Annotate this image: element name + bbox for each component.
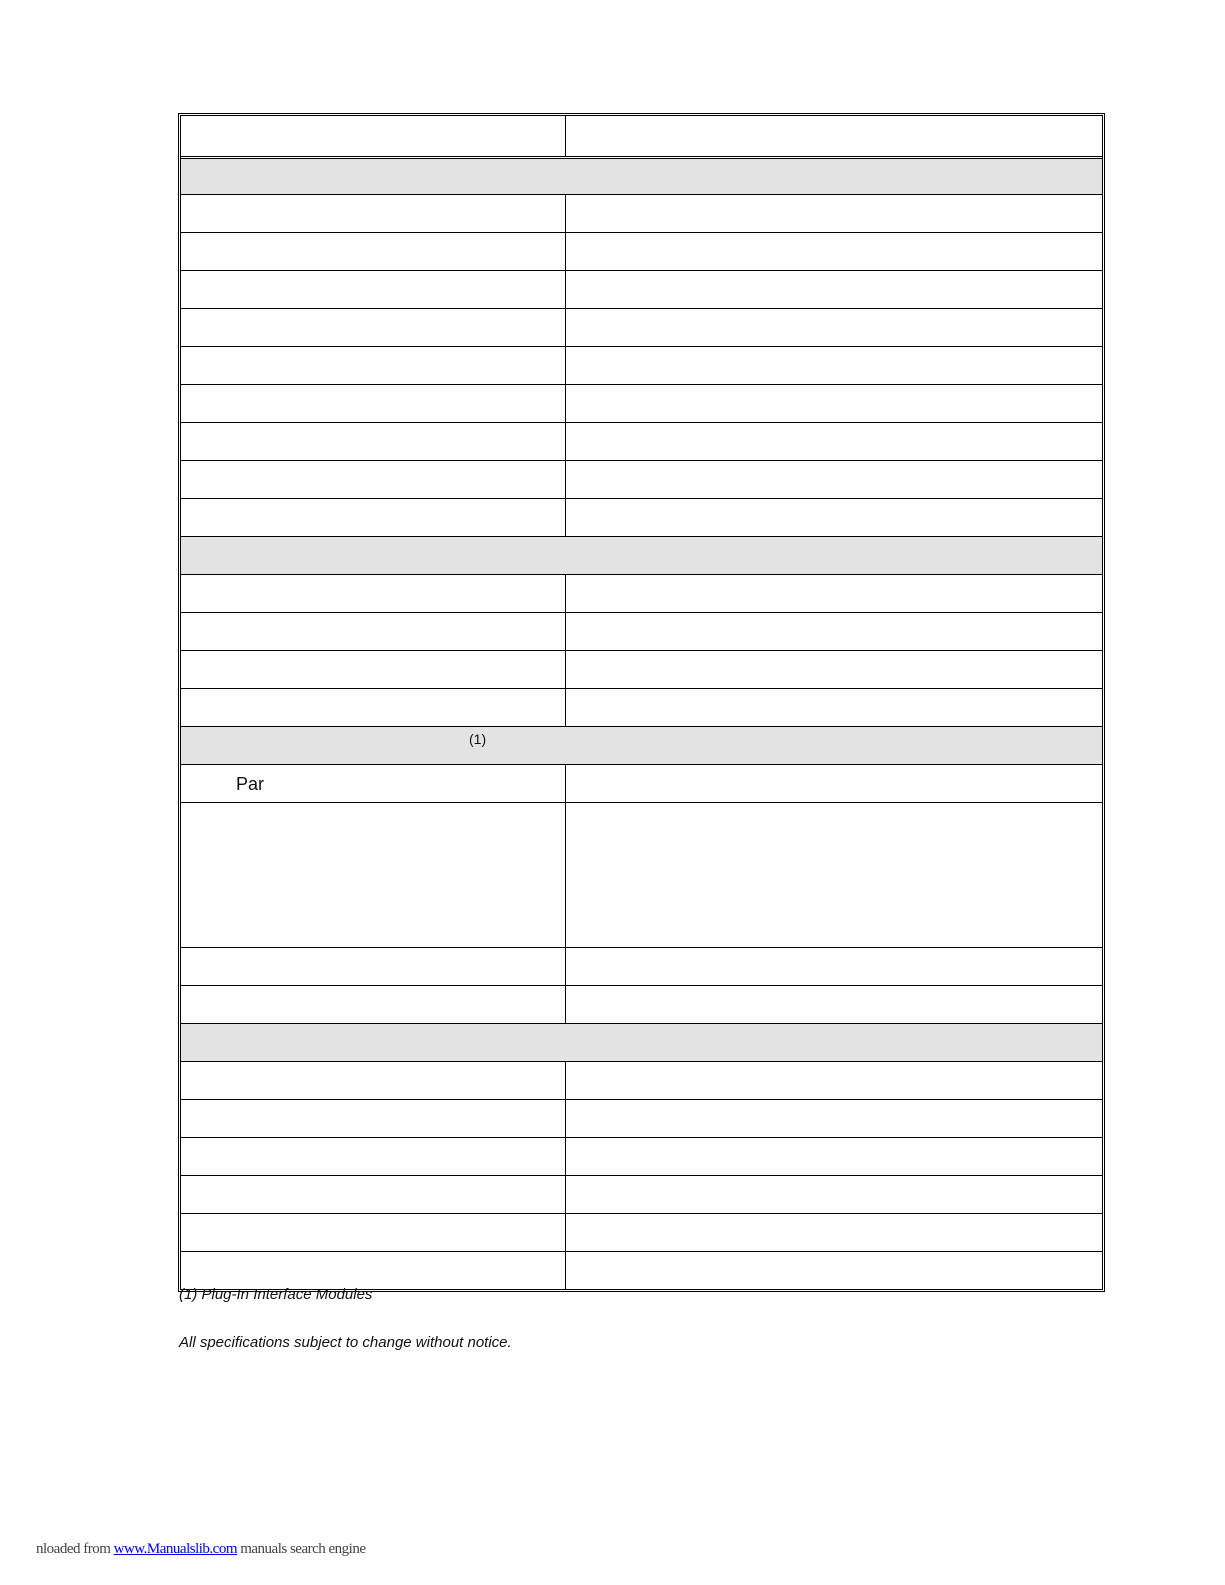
spec-label [181, 385, 566, 422]
table-row [181, 1251, 1102, 1289]
table-footnote: (1) Plug-In Interface Modules [179, 1286, 373, 1303]
spec-label [181, 1062, 566, 1099]
table-row [181, 232, 1102, 270]
spec-label [181, 347, 566, 384]
section-heading [181, 1024, 1102, 1061]
spec-value [566, 1138, 1102, 1175]
table-row [181, 1061, 1102, 1099]
table-row [181, 384, 1102, 422]
footnote-marker: (1) [469, 731, 487, 747]
spec-value [566, 385, 1102, 422]
spec-value [566, 803, 1102, 947]
spec-value [566, 195, 1102, 232]
partial-label: Par [236, 774, 265, 794]
table-row [181, 947, 1102, 985]
spec-value [566, 271, 1102, 308]
spec-value [566, 689, 1102, 726]
spec-value [566, 1062, 1102, 1099]
spec-label [181, 613, 566, 650]
spec-value [566, 499, 1102, 536]
spec-label [181, 309, 566, 346]
spec-value [566, 309, 1102, 346]
spec-value [566, 1252, 1102, 1289]
section-row [181, 536, 1102, 574]
section-row [181, 156, 1102, 194]
specifications-table [178, 113, 1105, 1292]
manualslib-link[interactable]: www.Manualslib.com [113, 1541, 237, 1557]
watermark-prefix: nloaded from [36, 1541, 114, 1557]
table-row [181, 764, 1102, 802]
spec-label [181, 461, 566, 498]
table-row [181, 650, 1102, 688]
download-watermark [36, 1541, 366, 1558]
table-header-row [181, 116, 1102, 156]
table-row [181, 1213, 1102, 1251]
spec-value [566, 651, 1102, 688]
table-row [181, 460, 1102, 498]
table-row [181, 612, 1102, 650]
spec-label [181, 765, 566, 802]
spec-label [181, 1176, 566, 1213]
spec-value [566, 986, 1102, 1023]
spec-value [566, 1214, 1102, 1251]
spec-value [566, 575, 1102, 612]
spec-label [181, 575, 566, 612]
table-row [181, 346, 1102, 384]
table-row [181, 688, 1102, 726]
specifications-notice: All specifications subject to change without notice. [179, 1334, 512, 1351]
section-heading [181, 537, 1102, 574]
spec-label [181, 1100, 566, 1137]
table-row [181, 574, 1102, 612]
spec-label [181, 423, 566, 460]
spec-value [566, 423, 1102, 460]
section-row [181, 1023, 1102, 1061]
spec-value [566, 1176, 1102, 1213]
table-row [181, 422, 1102, 460]
spec-value [566, 765, 1102, 802]
table-row [181, 308, 1102, 346]
section-heading [181, 727, 1102, 764]
section-heading [181, 159, 1102, 194]
spec-value [566, 233, 1102, 270]
table-row [181, 985, 1102, 1023]
spec-label [181, 986, 566, 1023]
table-row [181, 802, 1102, 947]
watermark-suffix: manuals search engine [236, 1541, 366, 1557]
table-row [181, 270, 1102, 308]
spec-value [566, 1100, 1102, 1137]
table-row [181, 1175, 1102, 1213]
spec-value [566, 347, 1102, 384]
header-cell-left [181, 116, 566, 156]
spec-label [181, 233, 566, 270]
spec-label [181, 803, 566, 947]
spec-value [566, 613, 1102, 650]
section-row [181, 726, 1102, 764]
spec-label [181, 195, 566, 232]
spec-label [181, 689, 566, 726]
spec-value [566, 461, 1102, 498]
spec-value [566, 948, 1102, 985]
spec-label [181, 271, 566, 308]
table-row [181, 194, 1102, 232]
spec-label [181, 1214, 566, 1251]
spec-label [181, 1252, 566, 1289]
table-row [181, 498, 1102, 536]
header-cell-right [566, 116, 1102, 156]
spec-label [181, 651, 566, 688]
spec-label [181, 499, 566, 536]
table-row [181, 1099, 1102, 1137]
spec-label [181, 1138, 566, 1175]
spec-label [181, 948, 566, 985]
table-row [181, 1137, 1102, 1175]
